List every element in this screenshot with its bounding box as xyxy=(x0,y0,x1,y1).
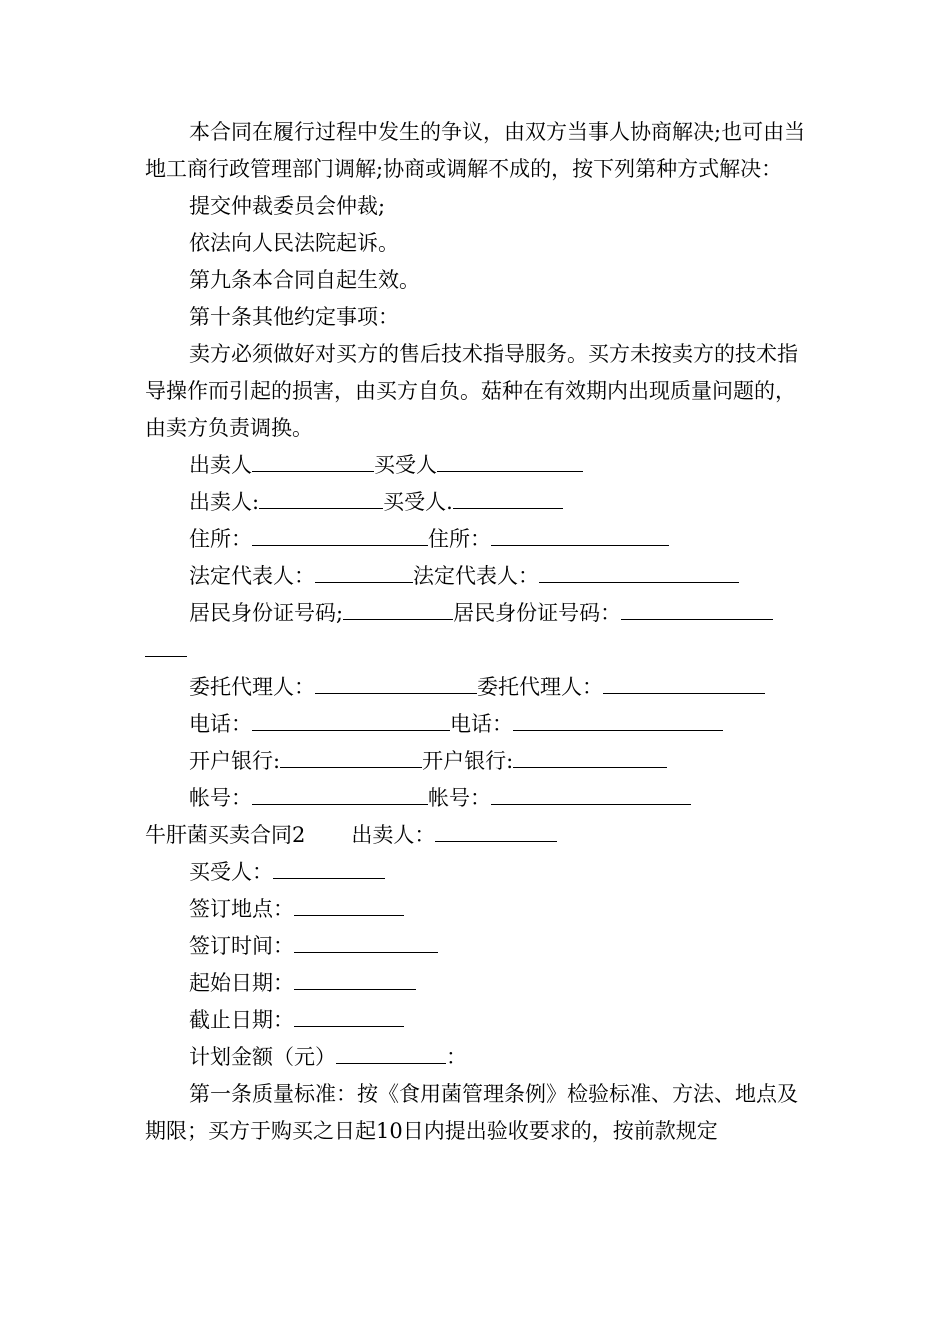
c2-start-blank xyxy=(294,969,416,990)
agent-label: 委托代理人： xyxy=(189,675,315,699)
account-label: 帐号： xyxy=(428,786,491,810)
legal-rep-label: 法定代表人： xyxy=(413,564,539,588)
bank-label: 开户银行: xyxy=(422,749,514,773)
c2-end-label: 截止日期： xyxy=(189,1008,294,1032)
legal-rep-blank xyxy=(539,562,739,583)
address-line xyxy=(145,521,810,558)
account-blank xyxy=(491,784,691,805)
legal-rep-label: 法定代表人： xyxy=(189,564,315,588)
c2-time-line xyxy=(145,928,810,965)
c2-end-blank xyxy=(294,1006,404,1027)
c2-place-blank xyxy=(294,895,404,916)
contract2-seller-label: 出卖人： xyxy=(351,823,436,847)
buyer-label: 买受人. xyxy=(383,490,453,514)
seller-blank xyxy=(259,488,383,509)
address-label: 住所： xyxy=(428,527,491,551)
address-label: 住所： xyxy=(189,527,252,551)
id-label: 居民身份证号码; xyxy=(189,601,344,625)
c2-buyer-label: 买受人： xyxy=(189,860,273,884)
option-arbitration: 提交仲裁委员会仲裁; xyxy=(189,194,386,218)
document-body xyxy=(145,114,810,1150)
buyer-blank xyxy=(453,488,563,509)
agent-blank xyxy=(603,673,765,694)
phone-blank xyxy=(513,710,723,731)
bank-line xyxy=(145,743,810,780)
bank-blank xyxy=(280,747,422,768)
c2-time-label: 签订时间： xyxy=(189,934,294,958)
signature-line-2 xyxy=(145,484,810,521)
bank-label: 开户银行: xyxy=(189,749,281,773)
phone-blank xyxy=(252,710,450,731)
account-line xyxy=(145,780,810,817)
id-line xyxy=(145,595,810,632)
c2-place-label: 签订地点： xyxy=(189,897,294,921)
seller-label: 出卖人: xyxy=(189,490,260,514)
c2-buyer-blank xyxy=(273,858,385,879)
c2-amount-label: 计划金额（元） xyxy=(189,1045,336,1069)
buyer-label: 买受人 xyxy=(374,453,437,477)
c2-amount-colon: ： xyxy=(446,1045,467,1069)
phone-label: 电话： xyxy=(189,712,252,736)
id-blank-continued xyxy=(145,636,187,657)
contract2-header-line xyxy=(145,817,810,854)
legal-rep-line xyxy=(145,558,810,595)
article-9: 第九条本合同自起生效。 xyxy=(189,268,420,292)
seller-blank xyxy=(252,451,374,472)
bank-blank xyxy=(513,747,667,768)
address-blank xyxy=(491,525,669,546)
phone-line xyxy=(145,706,810,743)
agent-line xyxy=(145,669,810,706)
id-blank xyxy=(621,599,773,620)
option-lawsuit: 依法向人民法院起诉。 xyxy=(189,231,399,255)
agent-label: 委托代理人： xyxy=(477,675,603,699)
dispute-paragraph: 本合同在履行过程中发生的争议，由双方当事人协商解决;也可由当地工商行政管理部门调解;协商或调解不成的，按下列第种方式解决： xyxy=(145,120,806,181)
id-continuation xyxy=(145,632,810,669)
c2-place-line xyxy=(145,891,810,928)
phone-label: 电话： xyxy=(450,712,513,736)
article-1-paragraph: 第一条质量标准：按《食用菌管理条例》检验标准、方法、地点及期限；买方于购买之日起10日内提出验收要求的，按前款规定 xyxy=(145,1082,798,1143)
account-blank xyxy=(252,784,428,805)
agent-blank xyxy=(315,673,477,694)
seller-label: 出卖人 xyxy=(189,453,252,477)
legal-rep-blank xyxy=(315,562,413,583)
signature-line-1 xyxy=(145,447,810,484)
c2-start-line xyxy=(145,965,810,1002)
c2-start-label: 起始日期： xyxy=(189,971,294,995)
c2-end-line xyxy=(145,1002,810,1039)
c2-time-blank xyxy=(294,932,438,953)
c2-amount-blank xyxy=(336,1043,446,1064)
c2-amount-line xyxy=(145,1039,810,1076)
id-label: 居民身份证号码： xyxy=(453,601,622,625)
contract2-seller-blank xyxy=(435,821,557,842)
address-blank xyxy=(252,525,428,546)
buyer-blank xyxy=(437,451,583,472)
c2-buyer-line xyxy=(145,854,810,891)
id-blank xyxy=(343,599,453,620)
after-sales-paragraph: 卖方必须做好对买方的售后技术指导服务。买方未按卖方的技术指导操作而引起的损害，由买方自负。菇种在有效期内出现质量问题的，由卖方负责调换。 xyxy=(145,342,798,440)
article-10: 第十条其他约定事项： xyxy=(189,305,399,329)
contract2-title: 牛肝菌买卖合同2 xyxy=(145,823,306,847)
account-label: 帐号： xyxy=(189,786,252,810)
